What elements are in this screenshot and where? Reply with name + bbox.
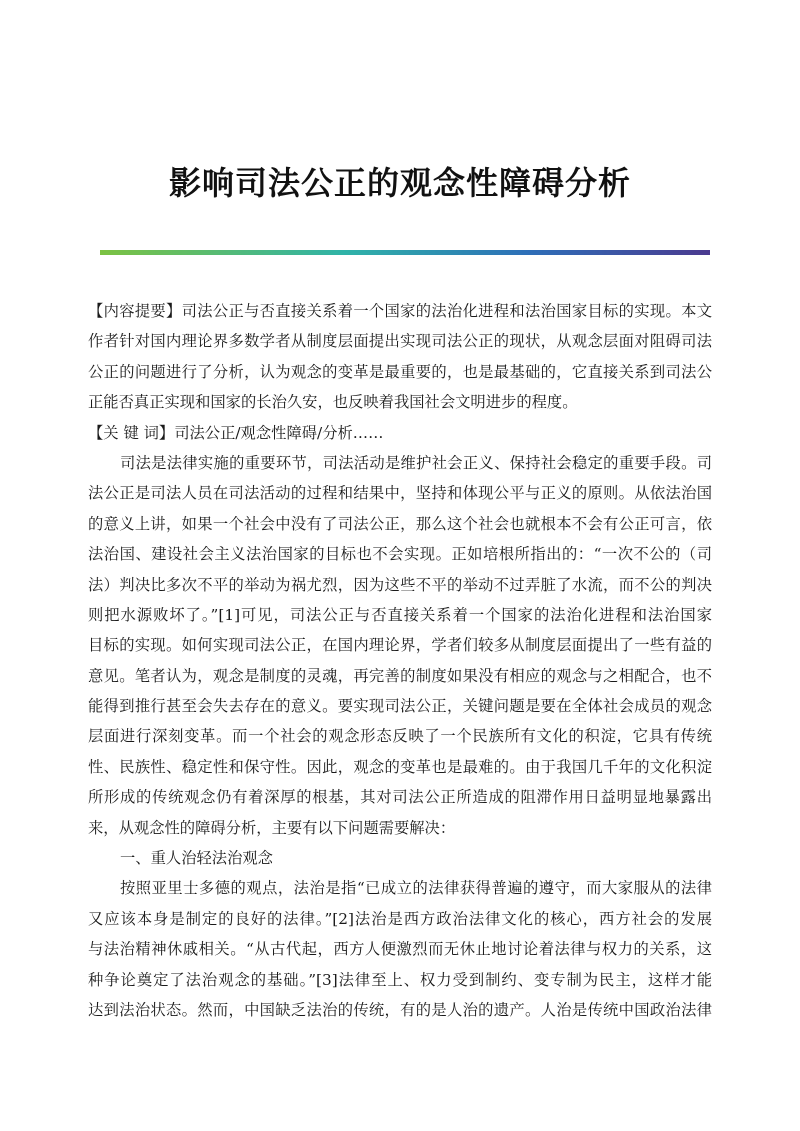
paragraph-line: 法公正是司法人员在司法活动的过程和结果中，坚持和体现公平与正义的原则。从依法治国 (88, 484, 712, 503)
abstract-line: 正能否真正实现和国家的长治久安，也反映着我国社会文明进步的程度。 (88, 393, 578, 412)
paragraph-line: 达到法治状态。然而，中国缺乏法治的传统，有的是人治的遗产。人治是传统中国政治法律 (88, 1000, 712, 1019)
keywords-line: 【关 键 词】司法公正/观念性障碍/分析…… (88, 423, 384, 442)
paragraph-line: 所形成的传统观念仍有着深厚的根基，其对司法公正所造成的阻滞作用日益明显地暴露出 (88, 788, 712, 807)
paragraph-line: 与法治精神休戚相关。“从古代起，西方人便激烈而无休止地讨论着法律与权力的关系，这 (88, 940, 712, 959)
paragraph-line: 则把水源败坏了。”[1]可见，司法公正与否直接关系着一个国家的法治化进程和法治国家 (88, 605, 712, 624)
paragraph-line: 又应该本身是制定的良好的法律。”[2]法治是西方政治法律文化的核心，西方社会的发展 (88, 909, 712, 928)
paragraph-line: 法治国、建设社会主义法治国家的目标也不会实现。正如培根所指出的：“一次不公的（司 (88, 545, 712, 564)
document-body (88, 296, 712, 1025)
paragraph-line: 种争论奠定了法治观念的基础。”[3]法律至上、权力受到制约、变专制为民主，这样才能 (88, 970, 712, 989)
paragraph-line: 目标的实现。如何实现司法公正，在国内理论界，学者们较多从制度层面提出了一些有益的 (88, 636, 712, 655)
paragraph-line: 司法是法律实施的重要环节，司法活动是维护社会正义、保持社会稳定的重要手段。司 (120, 453, 712, 472)
abstract-line: 【内容提要】司法公正与否直接关系着一个国家的法治化进程和法治国家目标的实现。本文 (88, 302, 712, 320)
section-heading: 一、重人治轻法治观念 (120, 849, 273, 868)
abstract-line: 公正的问题进行了分析，认为观念的变革是最重要的，也是最基础的，它直接关系到司法公 (88, 362, 712, 381)
paragraph-line: 性、民族性、稳定性和保守性。因此，观念的变革也是最难的。由于我国几千年的文化积淀 (88, 757, 712, 776)
title-underline (100, 250, 710, 255)
abstract-line: 作者针对国内理论界多数学者从制度层面提出实现司法公正的现状，从观念层面对阻碍司法 (88, 332, 712, 351)
paragraph-line: 按照亚里士多德的观点，法治是指“已成立的法律获得普遍的遵守，而大家服从的法律 (120, 879, 712, 898)
paragraph-line: 层面进行深刻变革。而一个社会的观念形态反映了一个民族所有文化的积淀，它具有传统 (88, 727, 712, 746)
paragraph-line: 意见。笔者认为，观念是制度的灵魂，再完善的制度如果没有相应的观念与之相配合，也不 (88, 666, 712, 685)
paragraph-line: 的意义上讲，如果一个社会中没有了司法公正，那么这个社会也就根本不会有公正可言，依 (88, 514, 712, 533)
paragraph-line: 来，从观念性的障碍分析，主要有以下问题需要解决： (88, 818, 456, 837)
paragraph-line: 法）判决比多次不平的举动为祸尤烈，因为这些不平的举动不过弄脏了水流，而不公的判决 (88, 575, 712, 594)
paragraph-line: 能得到推行甚至会失去存在的意义。要实现司法公正，关键问题是要在全体社会成员的观念 (88, 697, 712, 716)
page-title: 影响司法公正的观念性障碍分析 (168, 164, 631, 202)
